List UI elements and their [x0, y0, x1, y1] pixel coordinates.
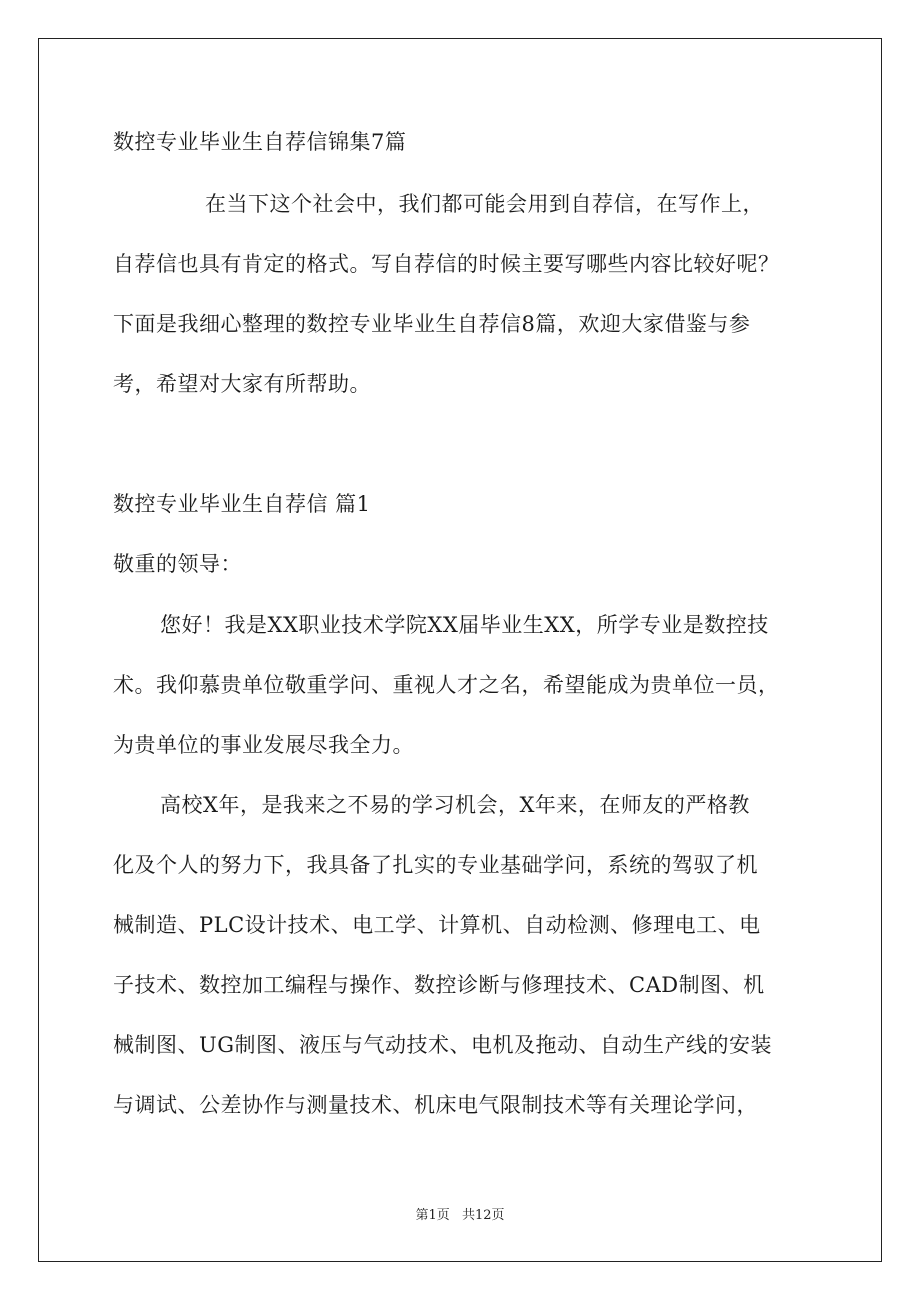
- salutation: 敬重的领导：: [113, 552, 242, 576]
- paragraph-line: 您好！我是XX职业技术学院XX届毕业生XX，所学专业是数控技: [160, 613, 769, 637]
- paragraph-line: 子技术、数控加工编程与操作、数控诊断与修理技术、CAD制图、机: [113, 973, 765, 997]
- paragraph-line: 械制造、PLC设计技术、电工学、计算机、自动检测、修理电工、电: [113, 913, 761, 937]
- paragraph-line: 械制图、UG制图、液压与气动技术、电机及拖动、自动生产线的安装: [113, 1033, 772, 1057]
- document-title: 数控专业毕业生自荐信锦集7篇: [113, 130, 407, 154]
- paragraph-line: 与调试、公差协作与测量技术、机床电气限制技术等有关理论学问，: [113, 1093, 758, 1117]
- intro-line: 下面是我细心整理的数控专业毕业生自荐信8篇，欢迎大家借鉴与参: [113, 312, 751, 336]
- intro-line: 考，希望对大家有所帮助。: [113, 372, 371, 396]
- paragraph-line: 化及个人的努力下，我具备了扎实的专业基础学问，系统的驾驭了机: [113, 853, 758, 877]
- intro-line: 在当下这个社会中，我们都可能会用到自荐信，在写作上，: [205, 192, 764, 216]
- page-number: 第1页: [415, 1208, 450, 1223]
- paragraph-line: 为贵单位的事业发展尽我全力。: [113, 733, 414, 757]
- paragraph-line: 高校X年，是我来之不易的学习机会，X年来，在师友的严格教: [160, 793, 750, 817]
- intro-line: 自荐信也具有肯定的格式。写自荐信的时候主要写哪些内容比较好呢？: [113, 252, 780, 276]
- page-border: [38, 38, 882, 1262]
- page-footer: [0, 1208, 920, 1224]
- page-total: 共12页: [461, 1208, 505, 1223]
- section-heading: 数控专业毕业生自荐信 篇1: [113, 492, 371, 516]
- paragraph-line: 术。我仰慕贵单位敬重学问、重视人才之名，希望能成为贵单位一员，: [113, 673, 780, 697]
